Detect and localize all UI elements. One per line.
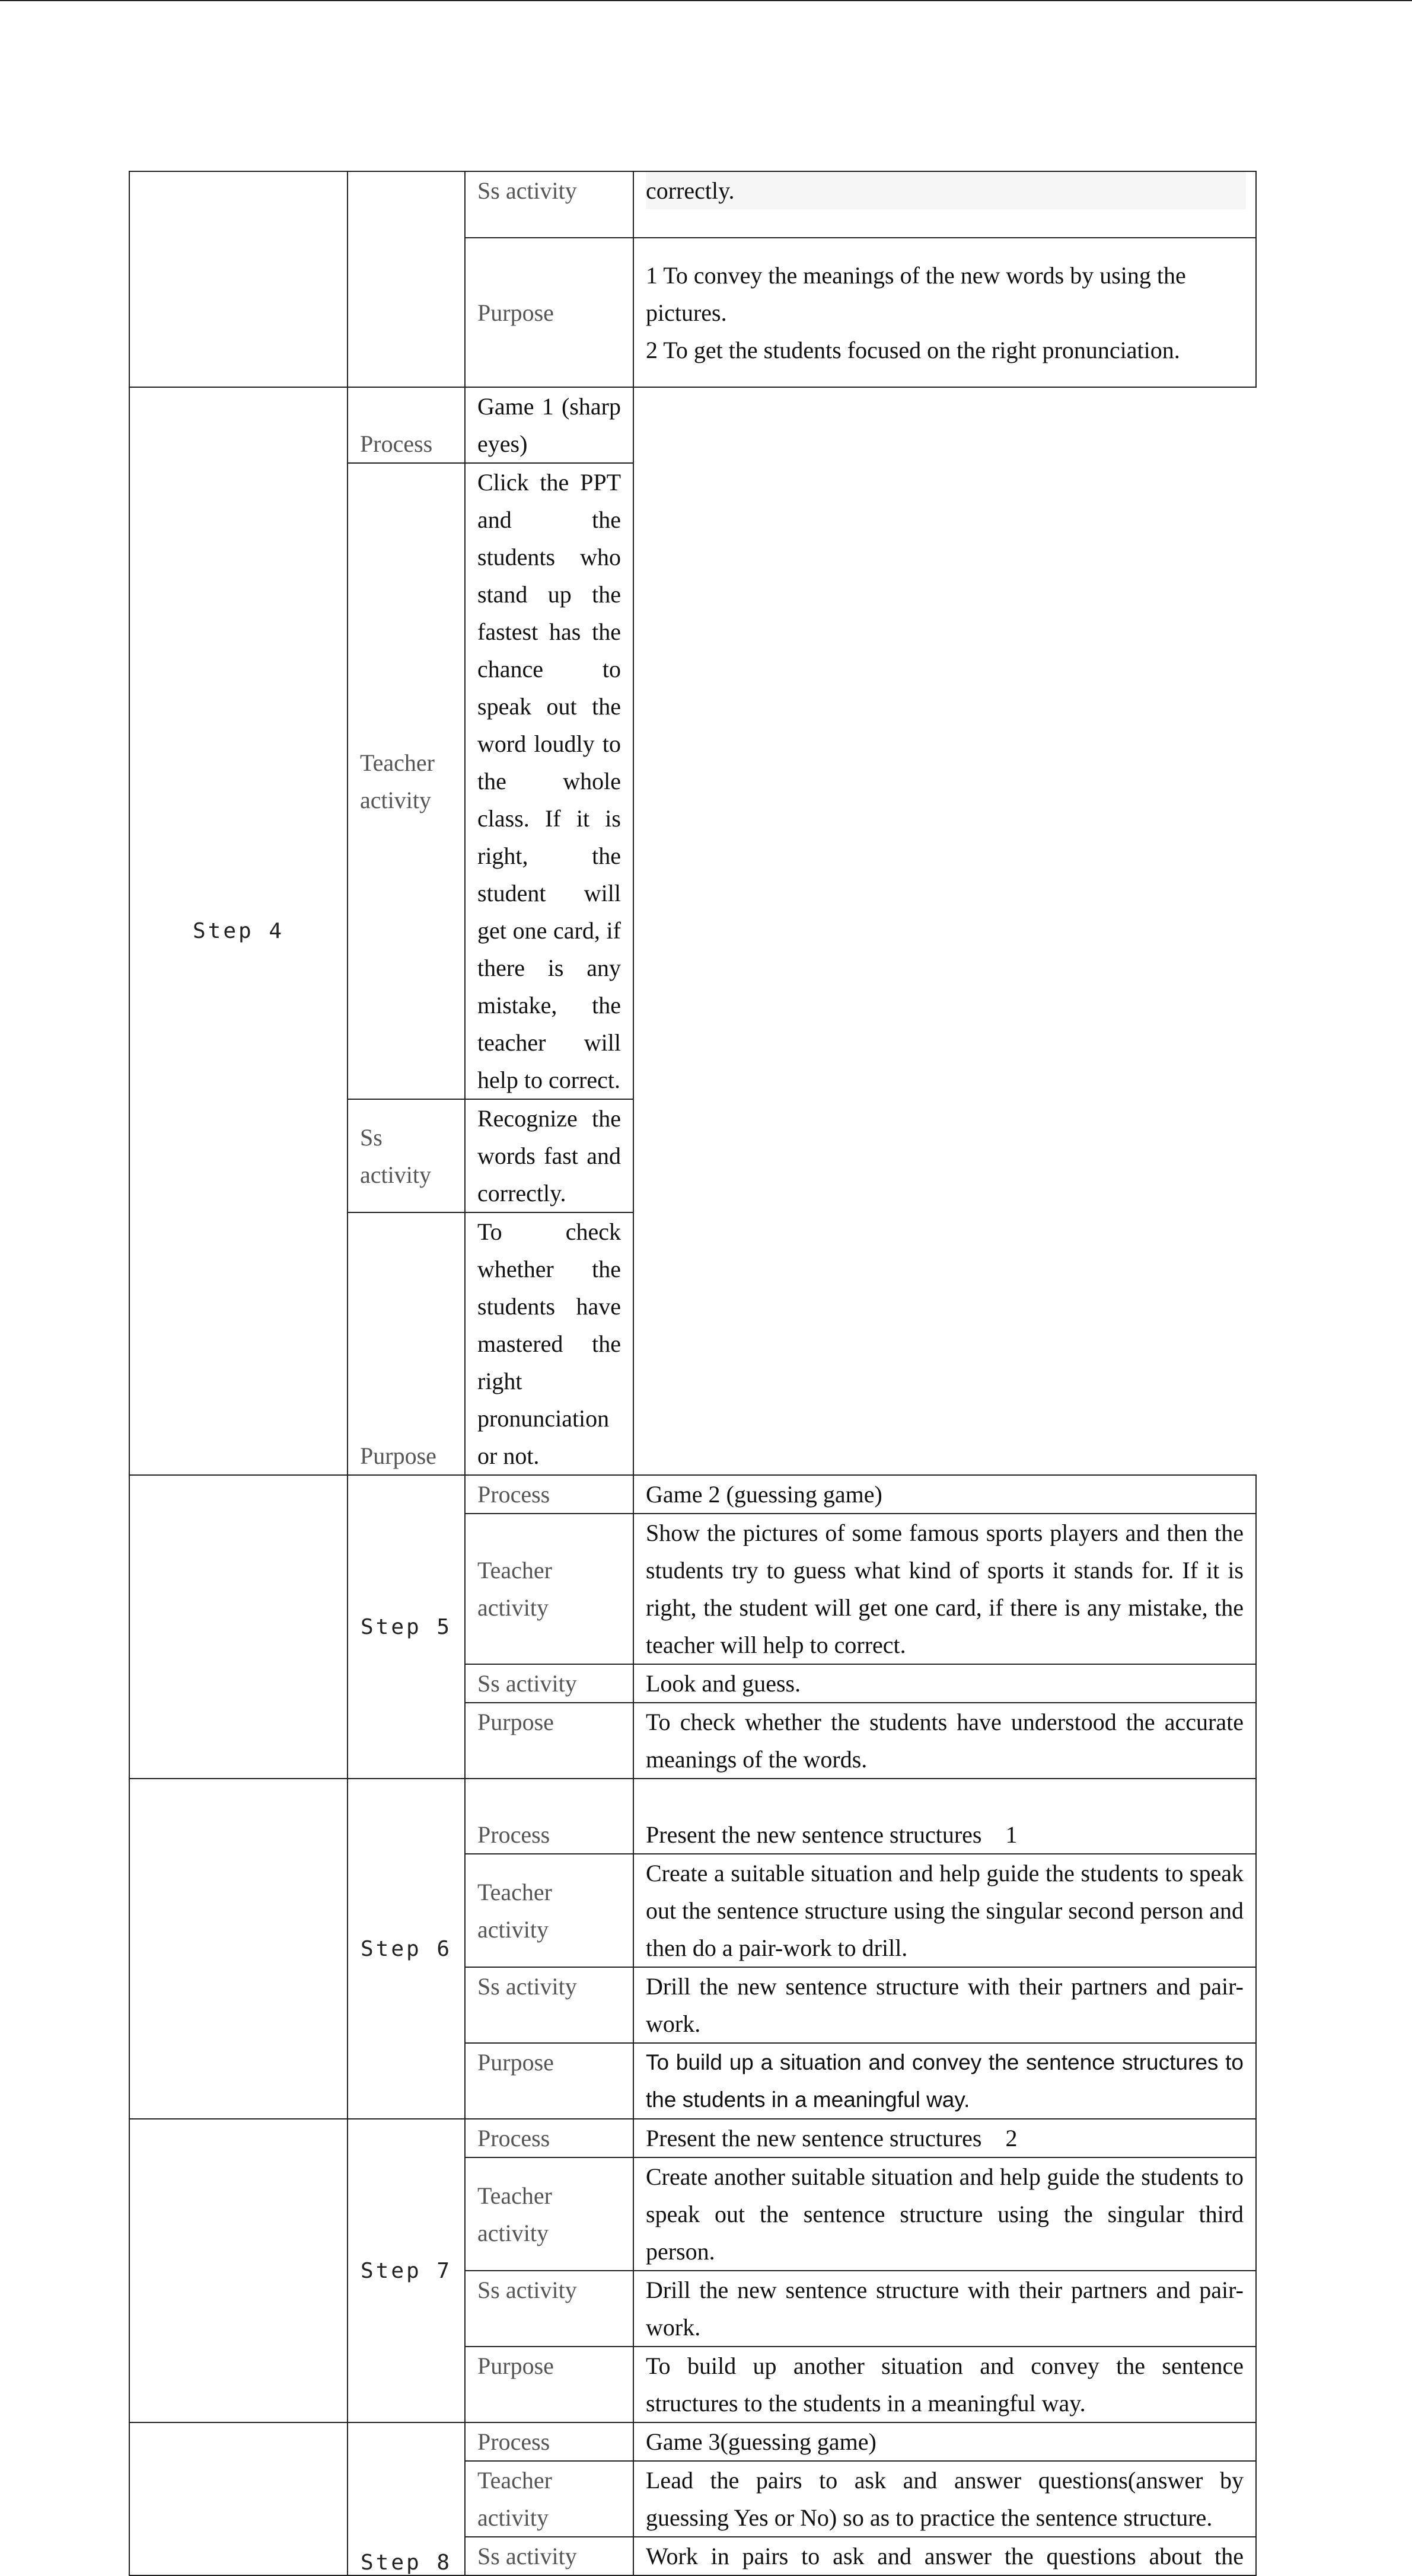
process-text: Present the new sentence structures 2: [633, 2119, 1256, 2157]
purpose-text: To build up a situation and convey the sentence structures to the students in a meaningful way.: [633, 2043, 1256, 2119]
row-label: Ss activity: [465, 1967, 633, 2043]
step-label: Step 8: [348, 2422, 465, 2575]
row-label: Ss activity: [465, 2271, 633, 2347]
row-label: Ss activity: [465, 1664, 633, 1703]
purpose-text: To check whether the students have understood the accurate meanings of the words.: [633, 1703, 1256, 1779]
empty-stage-cell: [129, 171, 348, 387]
table-row: [129, 1475, 1256, 1514]
row-label: Purpose: [348, 1212, 465, 1475]
ss-activity-text: Recognize the words fast and correctly.: [465, 1099, 633, 1212]
row-label: Teacher activity: [465, 2461, 633, 2537]
purpose-text: [633, 238, 1256, 387]
page-top-rule: [0, 0, 1412, 1]
cell-text: correctly.: [646, 172, 1246, 209]
row-label: Process: [465, 1475, 633, 1514]
ss-activity-text: Drill the new sentence structure with their partners and pair-work.: [633, 2271, 1256, 2347]
step-label: Step 6: [348, 1779, 465, 2119]
step-label: Step 4: [129, 387, 348, 1475]
row-label: Ss activity: [465, 2537, 633, 2575]
lesson-plan-table: [129, 171, 1257, 2576]
table-row: [129, 171, 1256, 238]
table-row: [129, 2119, 1256, 2157]
row-label: Process: [465, 1779, 633, 1854]
row-label: Ss activity: [348, 1099, 465, 1212]
table-row: [129, 1779, 1256, 1854]
teacher-activity-text: Show the pictures of some famous sports players and then the students try to guess what kind of sports it stands for. If it is right, the student will get one card, if there is any mistake, the teacher will help to correct.: [633, 1514, 1256, 1664]
row-label: Teacher activity: [465, 2157, 633, 2271]
teacher-activity-text: Lead the pairs to ask and answer questions(answer by guessing Yes or No) so as to practice the sentence structure.: [633, 2461, 1256, 2537]
row-label: Teacher activity: [465, 1514, 633, 1664]
row-label: Process: [465, 2422, 633, 2461]
row-label: Purpose: [465, 2347, 633, 2422]
row-label: Purpose: [465, 1703, 633, 1779]
purpose-text: To build up another situation and convey the sentence structures to the students in a meaningful way.: [633, 2347, 1256, 2422]
ss-activity-text: Work in pairs to ask and answer the questions about the: [633, 2537, 1256, 2575]
process-text: Game 2 (guessing game): [633, 1475, 1256, 1514]
teacher-activity-text: Create a suitable situation and help guide the students to speak out the sentence structure using the singular second person and then do a pair-work to drill.: [633, 1854, 1256, 1967]
ss-activity-text: [633, 171, 1256, 238]
row-label: Process: [348, 387, 465, 463]
teacher-activity-text: Click the PPT and the students who stand up the fastest has the chance to speak out the word loudly to the whole class. If it is right, the student will get one card, if there is any mistake, the teacher will help to correct.: [465, 463, 633, 1099]
row-label: Ss activity: [465, 171, 633, 238]
row-label: Purpose: [465, 2043, 633, 2119]
process-text: Game 1 (sharp eyes): [465, 387, 633, 463]
empty-stage-cell: [129, 2422, 348, 2575]
step-label: Step 5: [348, 1475, 465, 1779]
purpose-line-2: 2 To get the students focused on the right pronunciation.: [646, 336, 1180, 363]
process-text: Game 3(guessing game): [633, 2422, 1256, 2461]
row-label: Teacher activity: [348, 463, 465, 1099]
teacher-activity-text: Create another suitable situation and help guide the students to speak out the sentence structure using the singular third person.: [633, 2157, 1256, 2271]
table-row: [129, 387, 1256, 463]
purpose-line-1: 1 To convey the meanings of the new words by using the pictures.: [646, 261, 1186, 326]
empty-stage-cell: [129, 2119, 348, 2422]
process-text: Present the new sentence structures 1: [633, 1779, 1256, 1854]
table-row: [129, 2422, 1256, 2461]
row-label: Process: [465, 2119, 633, 2157]
empty-stage-cell: [129, 1475, 348, 1779]
empty-stage-cell: [129, 1779, 348, 2119]
row-label: Teacher activity: [465, 1854, 633, 1967]
ss-activity-text: Drill the new sentence structure with their partners and pair-work.: [633, 1967, 1256, 2043]
empty-step-cell: [348, 171, 465, 387]
ss-activity-text: Look and guess.: [633, 1664, 1256, 1703]
step-label: Step 7: [348, 2119, 465, 2422]
purpose-text: To check whether the students have mastered the right pronunciation or not.: [465, 1212, 633, 1475]
row-label: Purpose: [465, 238, 633, 387]
